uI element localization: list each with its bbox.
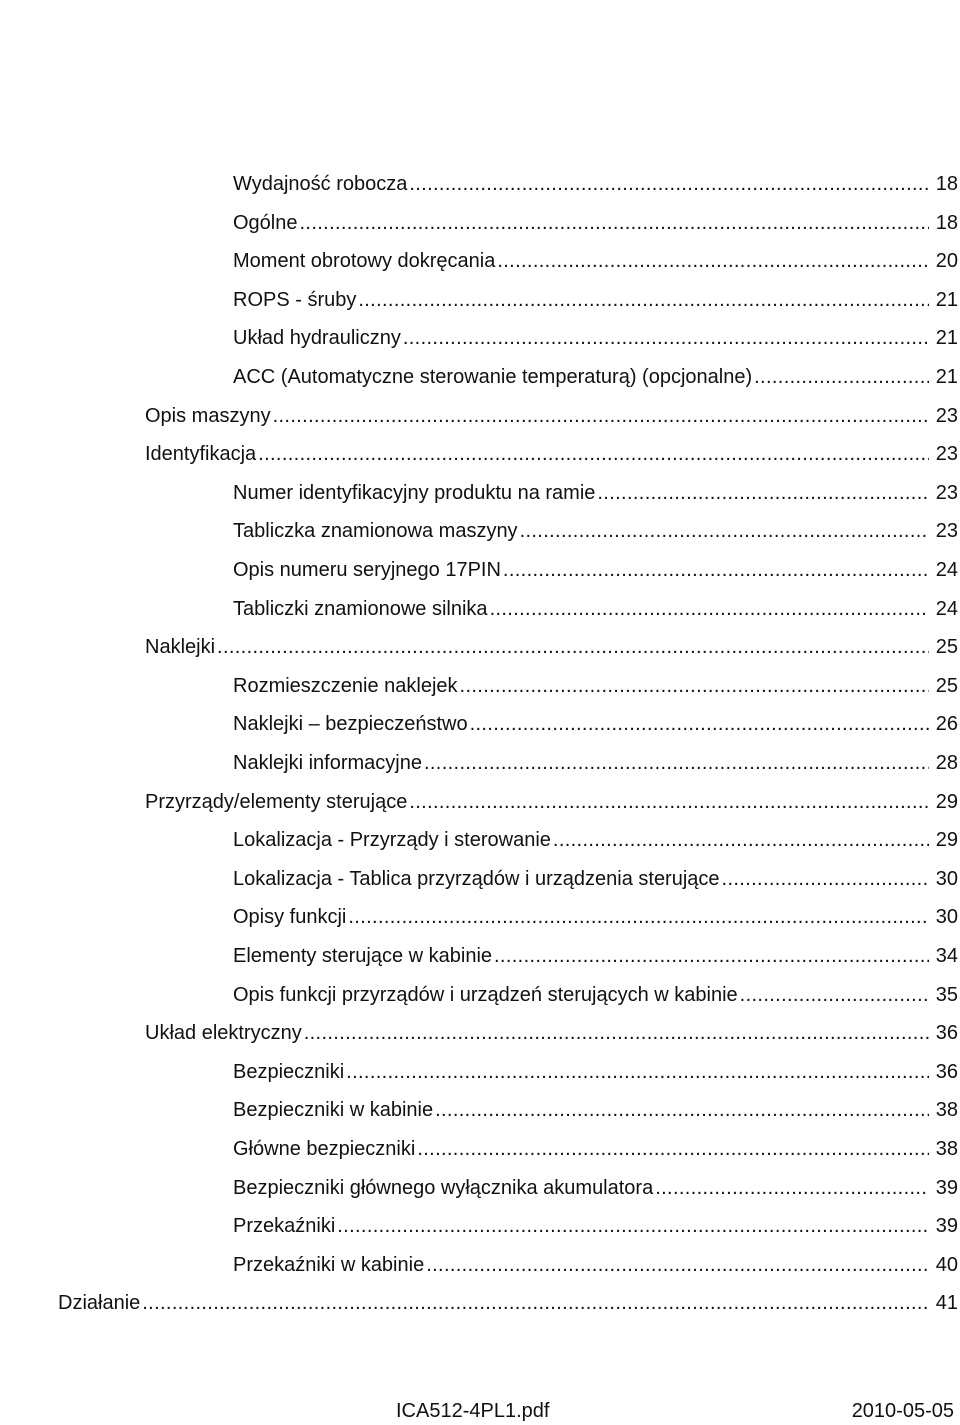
toc-entry-title: Przekaźniki w kabinie: [233, 1254, 425, 1276]
dot-leader: [503, 555, 929, 585]
toc-entry-page: 26: [935, 713, 958, 735]
toc-entry-title: Ogólne: [233, 212, 298, 234]
toc-entry-title: ACC (Automatyczne sterowanie temperaturą) (opcjonalne): [233, 366, 753, 388]
toc-entry-page: 34: [935, 945, 958, 967]
toc-entry-title: Moment obrotowy dokręcania: [233, 250, 496, 272]
toc-entry[interactable]: [145, 401, 958, 431]
toc-entry-page: 21: [935, 327, 958, 349]
toc-entry-page: 25: [935, 675, 958, 697]
page-footer: [0, 1398, 960, 1425]
toc-entry-page: 18: [935, 173, 958, 195]
toc-entry-title: Przekaźniki: [233, 1215, 336, 1237]
dot-leader: [494, 941, 929, 971]
dot-leader: [142, 1288, 928, 1318]
toc-entry-page: 23: [935, 405, 958, 427]
toc-entry-title: Naklejki: [145, 636, 216, 658]
dot-leader: [740, 980, 929, 1010]
toc-entry-page: 23: [935, 482, 958, 504]
toc-entry-page: 38: [935, 1138, 958, 1160]
toc-entry-title: Działanie: [58, 1292, 141, 1314]
dot-leader: [348, 902, 928, 932]
toc-entry[interactable]: [145, 1018, 958, 1048]
toc-entry-title: Opis numeru seryjnego 17PIN: [233, 559, 501, 581]
toc-entry-page: 21: [935, 366, 958, 388]
toc-entry-page: 30: [935, 868, 958, 890]
toc-entry[interactable]: [233, 1250, 958, 1280]
dot-leader: [258, 439, 929, 469]
dot-leader: [520, 516, 929, 546]
toc-entry-title: Opis maszyny: [145, 405, 271, 427]
toc-entry-title: Opis funkcji przyrządów i urządzeń sterujących w kabinie: [233, 984, 738, 1006]
dot-leader: [409, 169, 928, 199]
toc-entry[interactable]: [233, 709, 958, 739]
toc-entry-page: 25: [935, 636, 958, 658]
toc-entry-page: 30: [935, 906, 958, 928]
dot-leader: [470, 709, 929, 739]
toc-entry[interactable]: [233, 864, 958, 894]
toc-entry-page: 24: [935, 559, 958, 581]
toc-entry[interactable]: [233, 169, 958, 199]
dot-leader: [304, 1018, 929, 1048]
toc-entry-title: Bezpieczniki w kabinie: [233, 1099, 434, 1121]
dot-leader: [435, 1095, 929, 1125]
toc-entry[interactable]: [233, 516, 958, 546]
toc-entry-page: 41: [935, 1292, 958, 1314]
toc-entry[interactable]: [233, 246, 958, 276]
toc-entry[interactable]: [233, 671, 958, 701]
toc-entry-title: Numer identyfikacyjny produktu na ramie: [233, 482, 596, 504]
dot-leader: [424, 748, 929, 778]
toc-entry[interactable]: [233, 323, 958, 353]
toc-entry-page: 36: [935, 1061, 958, 1083]
toc-entry-page: 24: [935, 598, 958, 620]
toc-entry-page: 35: [935, 984, 958, 1006]
toc-entry[interactable]: [145, 439, 958, 469]
toc-entry[interactable]: [233, 555, 958, 585]
toc-entry-page: 38: [935, 1099, 958, 1121]
toc-entry[interactable]: [233, 1211, 958, 1241]
toc-entry[interactable]: [233, 594, 958, 624]
toc-entry[interactable]: [145, 632, 958, 662]
toc-entry-title: Tabliczka znamionowa maszyny: [233, 520, 518, 542]
dot-leader: [337, 1211, 928, 1241]
toc-entry[interactable]: [233, 980, 958, 1010]
toc-entry-title: Wydajność robocza: [233, 173, 408, 195]
toc-entry-title: Identyfikacja: [145, 443, 257, 465]
toc-entry[interactable]: [233, 285, 958, 315]
toc-entry[interactable]: [233, 825, 958, 855]
toc-entry-page: 18: [935, 212, 958, 234]
toc-entry-title: Elementy sterujące w kabinie: [233, 945, 493, 967]
dot-leader: [403, 323, 929, 353]
toc-entry-title: Tabliczki znamionowe silnika: [233, 598, 488, 620]
toc-entry-title: ROPS - śruby: [233, 289, 357, 311]
dot-leader: [300, 208, 929, 238]
dot-leader: [460, 671, 929, 701]
toc-entry-page: 39: [935, 1177, 958, 1199]
toc-entry-page: 28: [935, 752, 958, 774]
toc-entry[interactable]: [233, 208, 958, 238]
toc-entry-page: 20: [935, 250, 958, 272]
toc-entry-page: 23: [935, 443, 958, 465]
toc-entry-page: 40: [935, 1254, 958, 1276]
toc-entry[interactable]: [233, 902, 958, 932]
dot-leader: [346, 1057, 929, 1087]
toc-entry[interactable]: [145, 787, 958, 817]
dot-leader: [409, 787, 928, 817]
dot-leader: [553, 825, 929, 855]
toc-entry[interactable]: [233, 1173, 958, 1203]
dot-leader: [722, 864, 929, 894]
footer-filename: ICA512-4PL1.pdf: [396, 1400, 550, 1422]
toc-entry[interactable]: [58, 1288, 958, 1318]
toc-entry-title: Lokalizacja - Tablica przyrządów i urządzenia sterujące: [233, 868, 720, 890]
dot-leader: [490, 594, 929, 624]
toc-entry-title: Układ elektryczny: [145, 1022, 302, 1044]
toc-entry-title: Rozmieszczenie naklejek: [233, 675, 458, 697]
toc-entry-page: 36: [935, 1022, 958, 1044]
toc-entry-page: 29: [935, 791, 958, 813]
dot-leader: [754, 362, 929, 392]
dot-leader: [655, 1173, 929, 1203]
dot-leader: [273, 401, 929, 431]
toc-entry-title: Opisy funkcji: [233, 906, 347, 928]
toc-entry-title: Bezpieczniki głównego wyłącznika akumulatora: [233, 1177, 654, 1199]
toc-entry[interactable]: [233, 1057, 958, 1087]
toc-entry-title: Przyrządy/elementy sterujące: [145, 791, 408, 813]
toc-entry[interactable]: [233, 1134, 958, 1164]
toc-entry[interactable]: [233, 478, 958, 508]
dot-leader: [426, 1250, 929, 1280]
toc-entry-page: 21: [935, 289, 958, 311]
dot-leader: [217, 632, 929, 662]
toc-entry-page: 29: [935, 829, 958, 851]
toc-entry[interactable]: [233, 1095, 958, 1125]
toc-entry-title: Układ hydrauliczny: [233, 327, 401, 349]
dot-leader: [497, 246, 928, 276]
toc-entry-title: Bezpieczniki: [233, 1061, 345, 1083]
toc-entry[interactable]: [233, 941, 958, 971]
toc-entry[interactable]: [233, 748, 958, 778]
toc-entry-title: Główne bezpieczniki: [233, 1138, 416, 1160]
dot-leader: [597, 478, 928, 508]
toc-entry-title: Naklejki informacyjne: [233, 752, 422, 774]
toc-entry-title: Lokalizacja - Przyrządy i sterowanie: [233, 829, 551, 851]
dot-leader: [417, 1134, 928, 1164]
toc-entry-page: 23: [935, 520, 958, 542]
footer-date: 2010-05-05: [851, 1400, 954, 1422]
dot-leader: [358, 285, 928, 315]
toc-entry-title: Naklejki – bezpieczeństwo: [233, 713, 468, 735]
toc-entry-page: 39: [935, 1215, 958, 1237]
toc-entry[interactable]: [233, 362, 958, 392]
